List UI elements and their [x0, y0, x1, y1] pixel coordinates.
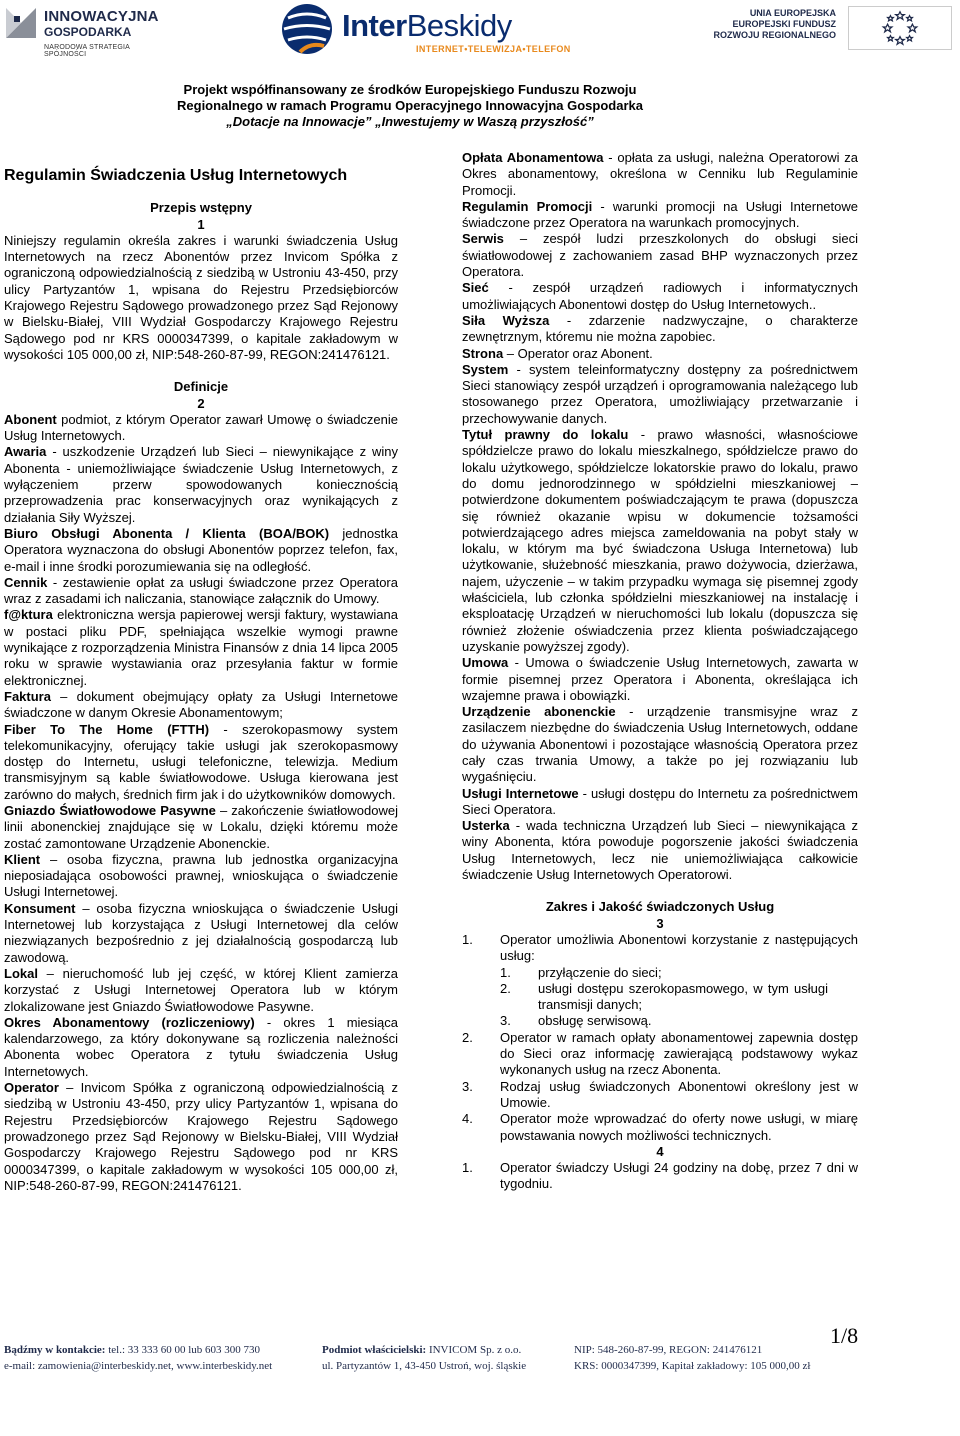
- logo-left-line2: GOSPODARKA: [44, 25, 132, 39]
- eu-flag-icon: [848, 6, 952, 50]
- definition-text: - urządzenie transmisyjne wraz z zasilaczem niezbędne do świadczenia Usług Internetowych, oddane do używania Abonentowi i pozostające własnością Operatora przez cały czas trwania Umowy, a także po jej rozwiązaniu lub wygaśnięciu.: [462, 704, 858, 785]
- definition-term: System: [462, 361, 509, 377]
- definition-term: Klient: [4, 851, 41, 867]
- project-line3: „Dotacje na Innowacje” „Inwestujemy w Waszą przyszłość”: [226, 114, 594, 129]
- list-item-number: 3.: [462, 1078, 473, 1094]
- section-3-list: [462, 932, 858, 1144]
- logo-left-line1: INNOWACYJNA: [44, 8, 159, 25]
- footer-contact-phone: tel.: 33 333 60 00 lub 603 300 730: [105, 1344, 261, 1356]
- definition-item: [4, 412, 398, 445]
- definition-item: [4, 803, 398, 852]
- definition-item: [462, 313, 858, 346]
- list-item-number: 4.: [462, 1111, 473, 1127]
- footer-owner-address: ul. Partyzantów 1, 43-450 Ustroń, woj. śląskie: [322, 1360, 527, 1372]
- list-item-text: Rodzaj usług świadczonych Abonentowi określony jest w Umowie.: [500, 1078, 858, 1110]
- definition-item: [4, 966, 398, 1015]
- logo-right-line2: EUROPEJSKI FUNDUSZ: [732, 19, 836, 29]
- definition-text: – osoba fizyczna wnioskująca o świadczenie Usługi Internetowej lub korzystająca z Usługi Internetowej dla celów niezwiązanych bezpośrednio z jej działalnością gospodarczą lub zawodową.: [4, 900, 398, 965]
- footer-owner-name: INVICOM Sp. z o.o.: [426, 1344, 522, 1356]
- definition-term: Lokal: [4, 965, 38, 981]
- logo-center-sub: INTERNET•TELEWIZJA•TELEFON: [416, 44, 571, 54]
- definition-text: – Invicom Spółka z ograniczoną odpowiedzialnością z siedzibą w Ustroniu 43-450, przy ulicy Partyzantów 1, wpisana do Rejestru Przedsiębiorców Krajowego Rejestru Sądowego prowadzonego przez Sąd Rejonowy w Bielsku-Białej, VIII Wydział Gospodarczy Krajowego Rejestru Sądowego pod nr KRS 0000347399, o kapitale zakładowym w wysokości 105 000,00 zł, NIP:548-260-87-99, REGON:241476121.: [4, 1080, 398, 1193]
- right-column: [462, 150, 858, 1193]
- definition-item: [4, 901, 398, 966]
- definition-text: - wada techniczna Urządzeń lub Sieci – niewynikająca z winy Abonenta, która powoduje pogorszenie jakości świadczenia Usług Internetowych, lecz nie uniemożliwiająca całkowicie świadczenie Usług Internetowych Operatorowi.: [462, 818, 858, 883]
- logo-center-name: [342, 8, 512, 44]
- definition-item: [4, 722, 398, 803]
- definition-term: Usługi Internetowe: [462, 785, 579, 801]
- section-3-title: Zakres i Jakość świadczonych Usług: [545, 899, 775, 915]
- definition-item: [4, 689, 398, 722]
- list-item: [462, 932, 858, 1030]
- footer-contact-email[interactable]: e-mail: zamowienia@interbeskidy.net, www.interbeskidy.net: [4, 1360, 273, 1372]
- footer-registry-nip: NIP: 548-260-87-99, REGON: 241476121: [574, 1344, 763, 1356]
- list-item: [462, 1160, 858, 1193]
- definition-term: f@ktura: [4, 607, 53, 623]
- sublist-item-number: 1.: [500, 964, 511, 980]
- definition-term: Urządzenie abonenckie: [462, 704, 616, 720]
- logo-left-line3: NARODOWA STRATEGIA SPÓJNOŚCI: [44, 44, 130, 58]
- definition-item: [4, 444, 398, 525]
- definition-item: [4, 575, 398, 608]
- list-item-text: Operator w ramach opłaty abonamentowej zapewnia dostęp do Sieci oraz informację zawierającą podstawowy wykaz wykonanych usług na rzecz Abonenta.: [500, 1029, 858, 1078]
- definition-term: Faktura: [4, 688, 51, 704]
- section-1-title: Przepis wstępny: [150, 200, 252, 216]
- definition-term: Opłata Abonamentowa: [462, 150, 604, 165]
- definition-term: Tytuł prawny do lokalu: [462, 427, 629, 443]
- definition-item: [462, 280, 858, 313]
- definition-term: Umowa: [462, 655, 509, 671]
- definition-item: [462, 346, 858, 362]
- document-title: Regulamin Świadczenia Usług Internetowych: [4, 167, 348, 184]
- sublist-item: [500, 981, 858, 1014]
- definition-term: Okres Abonamentowy (rozliczeniowy): [4, 1014, 255, 1030]
- left-column: [4, 150, 398, 1194]
- list-item-text: Operator świadczy Usługi 24 godziny na dobę, przez 7 dni w tygodniu.: [500, 1160, 858, 1192]
- definition-text: - okres 1 miesiąca kalendarzowego, za który dokonywane są rozliczenia należności Abonenta wobec Operatora z tytułu świadczenia Usług Internetowych.: [4, 1014, 399, 1079]
- definition-text: – Operator oraz Abonent.: [503, 345, 653, 361]
- definition-item: [462, 199, 858, 232]
- list-item-number: 1.: [462, 1160, 473, 1176]
- definition-text: elektroniczna wersja papierowej wersji faktury, wystawiana w postaci pliku PDF, spełniająca wszelkie wymogi prawne wynikające z rozporządzenia Ministra Finansów z dnia 14 lipca 2005 roku w sprawie wystawiania oraz przesyłania faktur w formie elektronicznej.: [4, 607, 398, 688]
- definition-term: Strona: [462, 345, 504, 361]
- definition-term: Gniazdo Światłowodowe Pasywne: [4, 802, 216, 818]
- page-header: [0, 0, 960, 60]
- eu-logo-text: [713, 8, 836, 41]
- logo-right-line3: ROZWOJU REGIONALNEGO: [713, 30, 836, 40]
- definition-text: - zestawienie opłat za usługi świadczone przez Operatora wraz z zasadami ich naliczania, stanowiące załącznik do Umowy.: [4, 574, 398, 607]
- definition-text: – zakończenie światłowodowej linii abonenckiej znajdujące się w Lokalu, dzięki któremu może zostać zamontowane Urządzenie Abonenckie.: [4, 802, 398, 851]
- definition-term: Fiber To The Home (FTTH): [4, 721, 210, 737]
- definition-text: jednostka Operatora wyznaczona do obsługi Abonentów poprzez telefon, fax, e-mail i inne środki porozumiewania się na odległość.: [4, 525, 398, 574]
- footer-registry: [574, 1342, 810, 1374]
- project-info: [0, 82, 820, 130]
- list-item-text: Operator umożliwia Abonentowi korzystanie z następujących usług:: [500, 931, 858, 964]
- project-line1: Projekt współfinansowany ze środków Europejskiego Funduszu Rozwoju: [183, 82, 637, 97]
- definition-text: - opłata za usługi, należna Operatorowi za Okres abonamentowy, określona w Cenniku lub Regulaminie Promocji.: [462, 150, 858, 198]
- sublist-item-text: usługi dostępu szerokopasmowego, w tym usługi transmisji danych;: [538, 980, 828, 1013]
- section-3-number: 3: [656, 915, 664, 931]
- list-item: [462, 1111, 858, 1144]
- list-item: [462, 1079, 858, 1112]
- section-3-sublist: [500, 965, 858, 1030]
- definition-item: [4, 1015, 398, 1080]
- section-1-text: Niniejszy regulamin określa zakres i warunki świadczenia Usług Internetowych na rzecz Abonentów przez Invicom Spółka z ograniczoną odpowiedzialnością z siedzibą w Ustroniu 43-450, przy ulicy Partyzantów 1, wpisana do Rejestru Przedsiębiorców Krajowego Rejestru Sądowego prowadzonego przez Sąd Rejonowy w Bielsku-Białej, VIII Wydział Gospodarczy Krajowego Rejestru Sądowego pod nr KRS 0000347399, o kapitale zakładowym w wysokości 105 000,00 zł, NIP:548-260-87-99, REGON:241476121.: [4, 232, 398, 362]
- sublist-item: [500, 965, 858, 981]
- ig-logo-mark-icon: [4, 6, 38, 40]
- definition-text: - Umowa o świadczenie Usług Internetowych, zawarta w formie pisemnej przez Operatora i Abonenta, określająca ich wzajemne prawa i obowiązki.: [462, 655, 858, 703]
- list-item-number: 1.: [462, 931, 473, 947]
- definition-item: [462, 427, 858, 655]
- definition-text: – dokument obejmujący opłaty za Usługi Internetowe świadczone w danym Okresie Abonamentowym;: [4, 688, 398, 721]
- definition-text: - warunki promocji na Usługi Internetowe świadczone przez Operatora na warunkach promocyjnych.: [462, 198, 858, 231]
- project-line2: Regionalnego w ramach Programu Operacyjnego Innowacyjna Gospodarka: [177, 98, 643, 113]
- sublist-item: [500, 1013, 858, 1029]
- definition-item: [462, 150, 858, 199]
- page-footer: [0, 1323, 960, 1382]
- footer-registry-krs: KRS: 0000347399, Kapitał zakładowy: 105 000,00 zł: [574, 1360, 811, 1372]
- definition-term: Operator: [4, 1080, 59, 1096]
- sublist-item-text: przyłączenie do sieci;: [538, 964, 662, 980]
- definitions-list-right: [462, 150, 858, 883]
- logo-right-line1: UNIA EUROPEJSKA: [749, 8, 836, 18]
- definition-term: Siła Wyższa: [462, 312, 550, 328]
- definition-term: Regulamin Promocji: [462, 198, 593, 214]
- definition-text: - zespół urządzeń radiowych i informatycznych umożliwiających Abonentowi dostęp do Usług Internetowych..: [462, 280, 858, 312]
- definition-item: [462, 818, 858, 883]
- definition-text: - system teleinformatyczny dostępny za pośrednictwem Sieci stanowiący zespół urządzeń i oprogramowania należącego lub stosowanego przez Operatora, umożliwiający przetwarzanie i przechowywanie danych.: [462, 361, 858, 426]
- definition-text: - usługi dostępu do Internetu za pośrednictwem Sieci Operatora.: [462, 785, 858, 817]
- definition-item: [462, 231, 858, 280]
- list-item: [462, 1030, 858, 1079]
- definition-term: Biuro Obsługi Abonenta / Klienta (BOA/BOK): [4, 525, 330, 541]
- definition-term: Usterka: [462, 818, 510, 834]
- logo-center-name-light: Beskidy: [406, 8, 512, 43]
- definition-text: – osoba fizyczna, prawna lub jednostka organizacyjna nieposiadająca osobowości prawnej, wnioskująca o świadczenie Usługi Internetowej.: [4, 851, 398, 900]
- definition-item: [4, 1080, 398, 1194]
- list-item-text: Operator może wprowadzać do oferty nowe usługi, w miarę powstawania nowych możliwości technicznych.: [500, 1111, 858, 1143]
- definition-term: Awaria: [4, 444, 47, 460]
- definition-text: - szerokopasmowy system telekomunikacyjny, oferujący takie usługi jak szerokopasmowy dostęp do Internetu, usługi telefoniczne, telewizja. Medium transmisyjnym są kable światłowodowe. Usługa kierowana jest zarówno do małych, średnich firm jak i do użytkowników domowych.: [4, 721, 399, 802]
- definition-text: - uszkodzenie Urządzeń lub Sieci – niewynikające z winy Abonenta - uniemożliwiające świadczenie Usług Internetowych, z wyłączeniem przerw spowodowanych koniecznością przeprowadzenia prac konserwacyjnych oraz wynikających z działania Siły Wyższej.: [4, 444, 398, 525]
- definition-item: [462, 704, 858, 785]
- definition-item: [4, 852, 398, 901]
- footer-contact: [4, 1342, 272, 1374]
- definition-item: [4, 607, 398, 688]
- eu-logo: [660, 6, 956, 50]
- definition-term: Serwis: [462, 231, 504, 247]
- definition-item: [4, 526, 398, 575]
- definition-term: Cennik: [4, 574, 48, 590]
- definition-text: – nieruchomość lub jej część, w której Klient zamierza korzystać z Usługi Internetowej Operatora lub w którym zlokalizowane jest Gniazdo Światłowodowe Pasywne.: [4, 965, 398, 1014]
- page-number: 1/8: [830, 1323, 859, 1348]
- definitions-list-left: [4, 412, 398, 1194]
- sublist-item-number: 3.: [500, 1013, 511, 1029]
- sublist-item-text: obsługę serwisową.: [538, 1013, 652, 1029]
- footer-owner: [322, 1342, 526, 1374]
- interbeskidy-logo: [280, 2, 580, 58]
- definition-text: – zespół ludzi przeszkolonych do obsługi sieci światłowodowej z zachowaniem zasad BHP wyznaczonych przez Operatora.: [462, 231, 858, 280]
- definition-item: [462, 362, 858, 427]
- globe-icon: [280, 2, 334, 56]
- section-2-title: Definicje: [173, 379, 229, 395]
- definition-term: Konsument: [4, 900, 76, 916]
- section-4-number: 4: [656, 1143, 664, 1159]
- footer-owner-label: Podmiot właścicielski:: [322, 1344, 427, 1356]
- footer-contact-label: Bądźmy w kontakcie:: [4, 1344, 106, 1356]
- definition-text: podmiot, z którym Operator zawarł Umowę o świadczenie Usług Internetowych.: [4, 411, 398, 444]
- section-1-number: 1: [197, 216, 205, 232]
- definition-term: Sieć: [462, 280, 489, 296]
- sublist-item-number: 2.: [500, 980, 511, 996]
- definition-item: [462, 655, 858, 704]
- definition-text: - prawo własności, własnościowe spółdzielcze prawo do lokalu mieszkalnego, spółdzielcze prawo do lokalu użytkowego, spółdzielcze lokatorskie prawo do lokalu, prawo do domu jednorodzinnego w spółdzielni mieszkaniowej – potwierdzone dokumentem poświadczającym te prawa (dopuszcza się również okazanie wpisu w dokumencie tożsamości potwierdzającego adres miejsca zameldowania na pobyt stały w lokalu, w którym ma być świadczona Usługa Internetowa) lub użytkowanie, służebność mieszkania, prawo dożywocia, dzierżawa, najem, użyczenie – w takim przypadku wymaga się pisemnej zgody właściciela, lub członka spółdzielni mieszkaniowej na instalację i eksploatację Urządzeń w nieruchomości lub lokalu (dopuszcza się również złożenie oświadczenia przez klienta poświadczającego uzyskanie powyższej zgody).: [462, 427, 858, 654]
- definition-term: Abonent: [4, 411, 57, 427]
- section-2-number: 2: [197, 395, 205, 411]
- innowacyjna-gospodarka-logo: [4, 6, 164, 56]
- definition-item: [462, 786, 858, 819]
- section-4-list: [462, 1160, 858, 1193]
- definition-text: - zdarzenie nadzwyczajne, o charakterze zewnętrznym, któremu nie można zapobiec.: [462, 312, 858, 345]
- list-item-number: 2.: [462, 1029, 473, 1045]
- logo-center-name-bold: Inter: [342, 8, 407, 43]
